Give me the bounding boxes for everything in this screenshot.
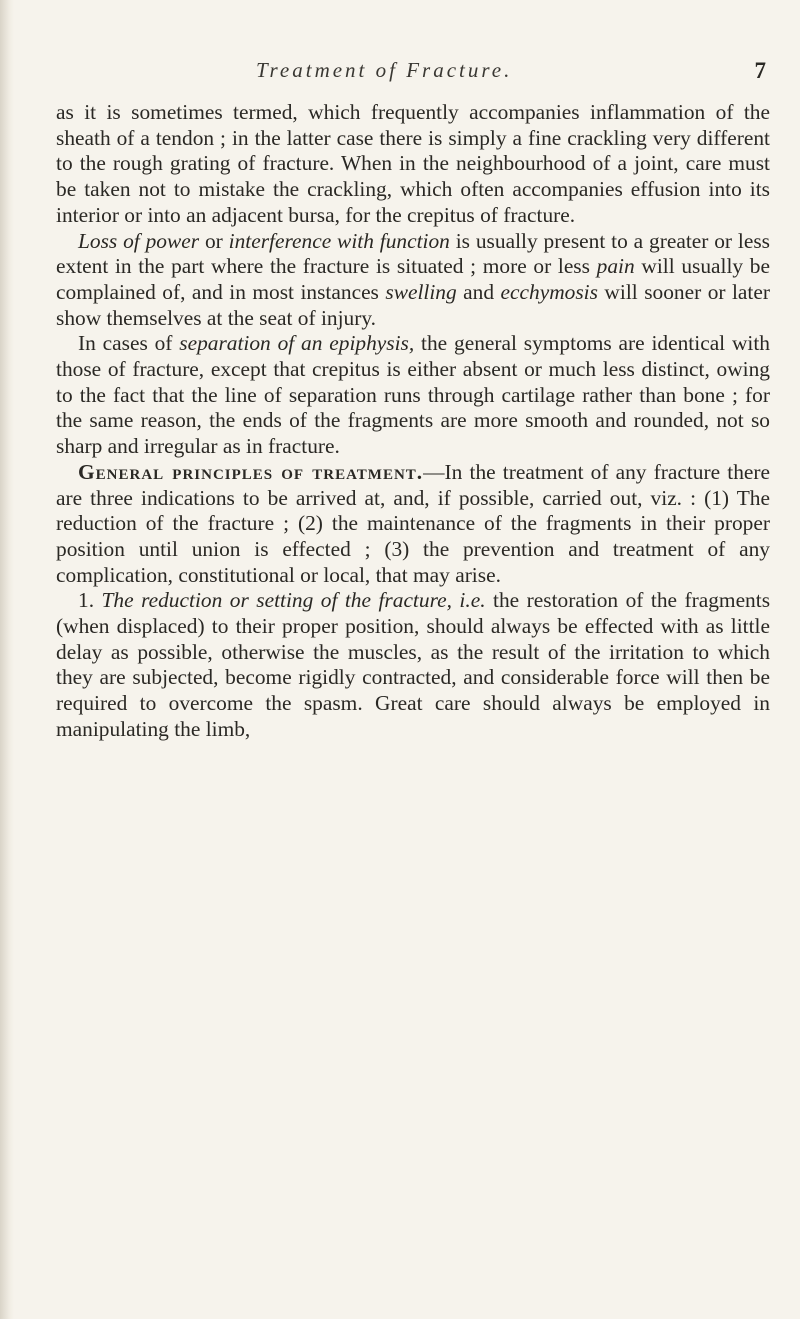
term-separation-epiphysis: separation of an epiphysis, — [179, 331, 415, 356]
book-spine-shadow — [0, 0, 14, 1319]
page-header — [56, 58, 770, 92]
text-run: the general symptoms are identical with those of fracture, except that crepitus is either absent or much less distinct, owing to the fact that the line of separation runs through cartilage rather than bone ; for the same reason, the ends of the fragments are more smooth and rounded, not so sharp and irregular as in fracture. — [56, 331, 770, 459]
text-run: or — [199, 228, 229, 253]
text-run: In cases of — [78, 331, 180, 356]
text-run: will usually be complained of, and in most instances — [56, 254, 770, 304]
paragraph-reduction — [56, 588, 770, 742]
body-text — [56, 100, 770, 743]
text-run: and — [456, 279, 501, 304]
term-loss-of-power: Loss of power — [78, 228, 200, 253]
list-number: 1. — [78, 588, 102, 613]
text-run: —In the treatment of any fracture there are three indications to be arrived at, and, if possible, carried out, viz. : (1) The reduction of the fracture ; (2) the maintenance of the fragments in their proper position until union is effected ; (3) the prevention and treatment of any complication, constitutional or local, that may arise. — [56, 459, 771, 587]
term-pain: pain — [596, 254, 635, 279]
book-page — [56, 58, 770, 743]
page-number: 7 — [754, 58, 766, 83]
text-run: the restoration of the fragments (when displaced) to their proper position, should always be effected with as little delay as possible, otherwise the muscles, as the result of the irritation to which they are subjected, become rigidly contracted, and considerable force will then be required to overcome the spasm. Great care should always be employed in manipulating the limb, — [56, 588, 771, 741]
section-heading: General principles of treatment. — [78, 459, 424, 484]
term-ecchymosis: ecchymosis — [500, 279, 598, 304]
paragraph-crepitus: as it is sometimes termed, which frequently accompanies inflammation of the sheath of a tendon ; in the latter case there is simply a fine crackling very different to the rough grating of fracture. When in the neighbourhood of a joint, care must be taken not to mistake the crackling, which often accompanies effusion into its interior or into an adjacent bursa, for the crepitus of fracture. — [56, 100, 770, 227]
term-swelling: swelling — [385, 279, 457, 304]
paragraph-epiphysis — [56, 331, 770, 460]
text-run: is usually present to a greater or less extent in the part where the fracture is situated ; more or less — [56, 228, 771, 279]
paragraph-loss-of-power — [56, 229, 770, 332]
text-run: will sooner or later show themselves at the seat of injury. — [56, 279, 770, 330]
term-reduction: The reduction or setting of the fracture, i.e. — [101, 588, 486, 613]
paragraph-general-principles — [56, 460, 770, 589]
term-interference: interference with function — [228, 228, 450, 253]
running-head: Treatment of Fracture. — [256, 58, 513, 82]
